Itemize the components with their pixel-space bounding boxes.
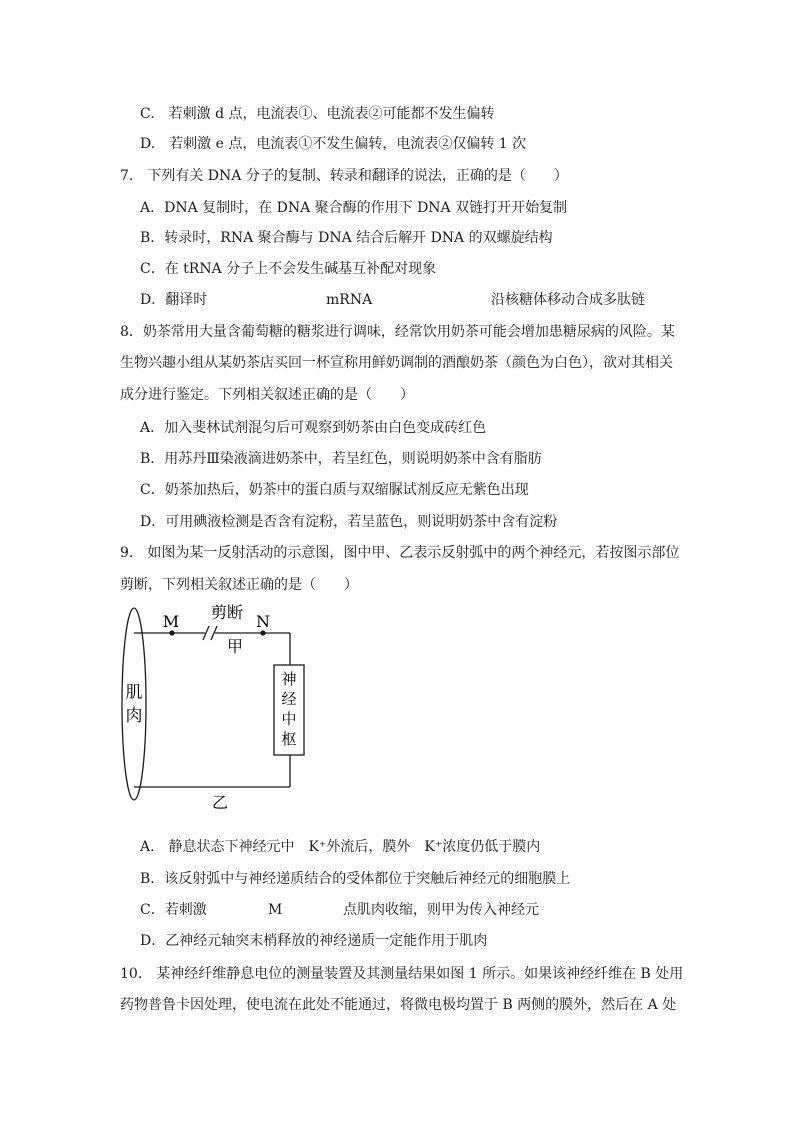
- point-n: [260, 630, 265, 635]
- option-6d: D. 若刺激 e 点，电流表①不发生偏转，电流表②仅偏转 1 次: [140, 136, 527, 152]
- option-7d-part3: 沿核糖体移动合成多肽链: [490, 292, 645, 308]
- question-8-line3: 成分进行鉴定。下列相关叙述正确的是（ ）: [120, 387, 414, 403]
- reflex-arc-diagram: [120, 600, 310, 825]
- question-8-line1: 8．奶茶常用大量含葡萄糖的糖浆进行调味，经常饮用奶茶可能会增加患糖尿病的风险。某: [120, 324, 675, 340]
- option-7d-part1: D．翻译时: [140, 292, 208, 308]
- option-9c-part3: 点肌肉收缩，则甲为传入神经元: [343, 902, 539, 918]
- option-9d: D．乙神经元轴突末梢释放的神经递质一定能作用于肌肉: [140, 933, 488, 949]
- question-10-line1: 10. 某神经纤维静息电位的测量装置及其测量结果如图 1 所示。如果该神经纤维在 B 处用: [120, 966, 684, 982]
- option-8b: B．用苏丹Ⅲ染液滴进奶茶中，若呈红色，则说明奶茶中含有脂肪: [140, 451, 542, 467]
- point-m: [169, 630, 174, 635]
- option-7d: [140, 290, 645, 310]
- center-label-3: 中: [281, 710, 297, 728]
- center-label-1: 神: [281, 670, 297, 688]
- question-7: 7. 下列有关 DNA 分子的复制、转录和翻译的说法，正确的是（ ）: [120, 168, 568, 184]
- muscle-label-1: 肌: [125, 683, 143, 703]
- option-9c: [140, 900, 539, 920]
- label-jia: 甲: [226, 637, 244, 656]
- muscle-ellipse: [122, 608, 146, 800]
- option-9c-part2: M: [268, 902, 283, 918]
- label-n: N: [256, 612, 270, 631]
- option-7c: C．在 tRNA 分子上不会发生碱基互补配对现象: [140, 261, 437, 277]
- option-9a: A. 静息状态下神经元中 K⁺外流后，膜外 K⁺浓度仍低于膜内: [140, 839, 541, 855]
- question-10-line2: 药物普鲁卡因处理，使电流在此处不能通过，将微电极均置于 B 两侧的膜外，然后在 A 处: [120, 997, 677, 1013]
- option-8a: A．加入斐林试剂混匀后可观察到奶茶由白色变成砖红色: [140, 420, 487, 436]
- question-9-line2: 剪断，下列相关叙述正确的是（ ）: [120, 577, 358, 593]
- label-cut: 剪断: [210, 603, 244, 622]
- option-8d: D．可用碘液检测是否含有淀粉，若呈蓝色，则说明奶茶中含有淀粉: [140, 514, 558, 530]
- label-m: M: [162, 612, 180, 631]
- center-label-4: 枢: [281, 730, 297, 748]
- option-9b: B．该反射弧中与神经递质结合的受体都位于突触后神经元的细胞膜上: [140, 871, 571, 887]
- option-7b: B．转录时，RNA 聚合酶与 DNA 结合后解开 DNA 的双螺旋结构: [140, 230, 553, 246]
- center-label-2: 经: [281, 690, 297, 708]
- question-9-line1: 9. 如图为某一反射活动的示意图，图中甲、乙表示反射弧中的两个神经元，若按图示部位: [120, 545, 680, 561]
- label-yi: 乙: [211, 793, 229, 812]
- option-6c: C. 若刺激 d 点，电流表①、电流表②可能都不发生偏转: [140, 106, 495, 122]
- muscle-label-2: 肉: [125, 706, 143, 726]
- option-8c: C．奶茶加热后，奶茶中的蛋白质与双缩脲试剂反应无紫色出现: [140, 482, 529, 498]
- question-8-line2: 生物兴趣小组从某奶茶店买回一杯宣称用鲜奶调制的酒酿奶茶（颜色为白色），欲对其相关: [120, 355, 673, 371]
- option-7a: A．DNA 复制时，在 DNA 聚合酶的作用下 DNA 双链打开开始复制: [140, 200, 568, 216]
- option-9c-part1: C．若刺激: [140, 902, 207, 918]
- reflex-arc-svg: [120, 600, 310, 825]
- option-7d-part2: mRNA: [326, 292, 373, 308]
